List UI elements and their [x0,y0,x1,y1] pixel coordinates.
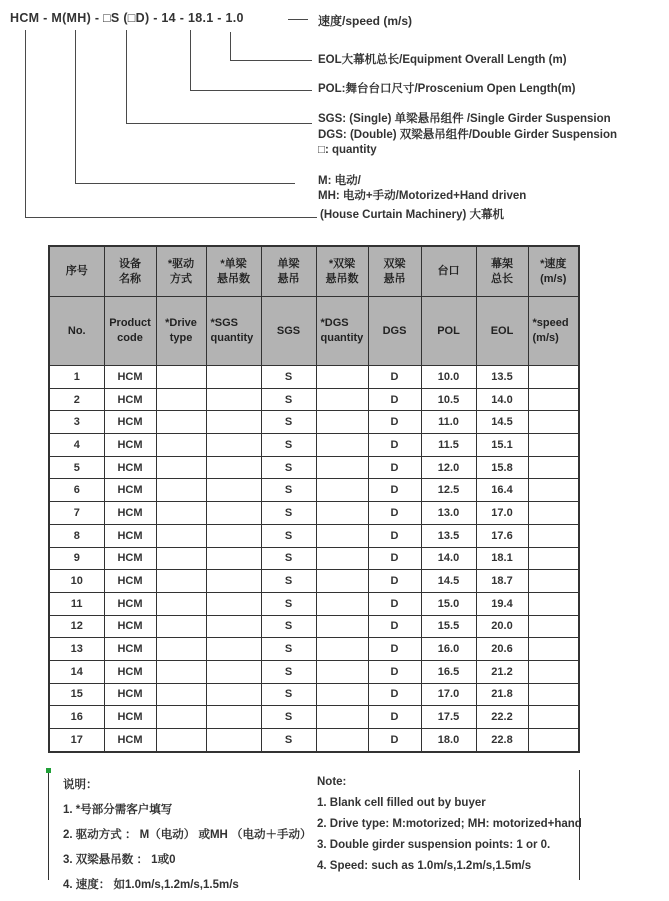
table-cell: S [261,411,316,434]
col-header: *Drive type [156,297,206,366]
table-cell: 3 [49,411,104,434]
suspension-callout-vline [126,30,127,123]
table-cell [316,388,368,411]
table-cell [316,524,368,547]
table-cell: S [261,592,316,615]
table-cell [316,706,368,729]
notes-chinese [63,776,312,901]
table-cell: 6 [49,479,104,502]
note-line: 4. 速度： 如1.0m/s,1.2m/s,1.5m/s [63,879,239,891]
table-cell [316,638,368,661]
table-cell: 18.1 [476,547,528,570]
table-cell: 15.5 [421,615,476,638]
table-cell: 16.5 [421,660,476,683]
col-header: 台口 [421,246,476,297]
table-cell: D [368,434,421,457]
table-cell: HCM [104,366,156,389]
table-cell: 13 [49,638,104,661]
table-cell: D [368,615,421,638]
col-header: 设备 名称 [104,246,156,297]
table-row [49,660,579,683]
table-cell: 13.5 [421,524,476,547]
col-header: *单梁 悬吊数 [206,246,261,297]
table-row [49,706,579,729]
col-header: Product code [104,297,156,366]
table-cell: 11.5 [421,434,476,457]
table-cell: D [368,366,421,389]
table-cell [528,570,579,593]
table-cell: 17 [49,729,104,752]
table-cell: 17.0 [476,502,528,525]
table-cell: 11.0 [421,411,476,434]
table-cell: HCM [104,524,156,547]
table-row [49,615,579,638]
note-line: 1. *号部分需客户填写 [63,804,173,816]
table-cell: HCM [104,729,156,752]
table-cell: S [261,660,316,683]
table-cell: 22.2 [476,706,528,729]
table-cell: S [261,366,316,389]
table-cell: 10.5 [421,388,476,411]
table-cell: 11 [49,592,104,615]
table-cell: 15.0 [421,592,476,615]
table-cell: 12.0 [421,456,476,479]
table-cell: HCM [104,570,156,593]
table-cell [528,729,579,752]
table-cell: HCM [104,547,156,570]
table-cell [528,706,579,729]
notes-box [48,770,582,891]
table-cell: 17.0 [421,683,476,706]
table-cell: HCM [104,456,156,479]
table-cell: D [368,502,421,525]
table-cell [206,547,261,570]
table-cell: D [368,638,421,661]
table-cell: S [261,706,316,729]
table-cell [206,479,261,502]
table-row [49,592,579,615]
table-cell [206,615,261,638]
table-cell: S [261,729,316,752]
table-cell: HCM [104,502,156,525]
table-cell [206,456,261,479]
table-cell [528,366,579,389]
table-cell: HCM [104,411,156,434]
col-header: *双梁 悬吊数 [316,246,368,297]
table-cell [156,479,206,502]
table-cell: 7 [49,502,104,525]
table-cell: 9 [49,547,104,570]
table-cell: 4 [49,434,104,457]
note-line: 2. Drive type: M:motorized; MH: motorized+hand [317,818,582,830]
table-cell [206,660,261,683]
col-header: *驱动 方式 [156,246,206,297]
table-cell: 18.0 [421,729,476,752]
table-cell: 12.5 [421,479,476,502]
table-row [49,729,579,752]
table-cell [156,366,206,389]
model-code: HCM - M(MH) - □S (□D) - 14 - 18.1 - 1.0 [10,11,244,25]
table-cell: D [368,729,421,752]
table-cell [206,570,261,593]
table-cell [316,434,368,457]
table-cell: 14 [49,660,104,683]
table-cell: S [261,615,316,638]
table-cell [528,683,579,706]
table-cell [528,502,579,525]
table-cell: S [261,524,316,547]
table-cell [156,456,206,479]
house-callout-hline [25,217,317,218]
table-cell: HCM [104,592,156,615]
table-cell [528,592,579,615]
table-cell: 21.2 [476,660,528,683]
table-row [49,479,579,502]
table-cell: S [261,434,316,457]
table-cell: 17.5 [421,706,476,729]
header-row-cn [49,246,579,297]
drive-callout-vline [75,30,76,183]
pol-callout-label: POL:舞台台口尺寸/Proscenium Open Length(m) [318,83,576,95]
notes-cn-list [63,801,312,892]
table-cell [156,615,206,638]
table-cell: D [368,388,421,411]
col-header: 幕架 总长 [476,246,528,297]
table-cell [528,524,579,547]
table-cell [528,615,579,638]
col-header: *SGS quantity [206,297,261,366]
table-row [49,524,579,547]
table-cell [528,388,579,411]
table-cell [206,729,261,752]
table-row [49,366,579,389]
table-cell: HCM [104,388,156,411]
table-cell [316,366,368,389]
table-cell [206,434,261,457]
eol-callout-label: EOL大幕机总长/Equipment Overall Length (m) [318,54,567,66]
table-cell [206,706,261,729]
motorized-line: M: 电动/ [318,175,361,187]
table-cell: 14.5 [476,411,528,434]
motorized-hand-line: MH: 电动+手动/Motorized+Hand driven [318,189,527,202]
table-cell [206,524,261,547]
table-cell: D [368,660,421,683]
table-cell [528,479,579,502]
table-cell: 1 [49,366,104,389]
table-cell: 5 [49,456,104,479]
col-header: POL [421,297,476,366]
table-row [49,570,579,593]
header-row-en [49,297,579,366]
table-cell: 20.6 [476,638,528,661]
note-line: 2. 驱动方式 ： M（电动） 或MH （电动＋手动） [63,829,312,841]
table-cell: HCM [104,615,156,638]
table-cell: D [368,570,421,593]
note-line: 1. Blank cell filled out by buyer [317,797,486,809]
table-cell [156,547,206,570]
table-cell: HCM [104,434,156,457]
table-cell: 19.4 [476,592,528,615]
table-cell [206,683,261,706]
col-header: DGS [368,297,421,366]
speed-callout-line [288,19,308,20]
table-cell [206,388,261,411]
table-cell: HCM [104,479,156,502]
table-row [49,434,579,457]
table-cell: S [261,502,316,525]
table-cell: 14.0 [476,388,528,411]
notes-en-list [317,797,582,872]
table-cell: 21.8 [476,683,528,706]
speed-label: 速度/speed (m/s) [318,14,413,28]
table-cell: 8 [49,524,104,547]
table-row [49,683,579,706]
table-cell [316,456,368,479]
table-cell [206,366,261,389]
table-cell: 16 [49,706,104,729]
drive-callout-label [318,174,526,203]
note-line: 3. 双梁悬吊数 ： 1或0 [63,854,176,866]
table-cell [156,434,206,457]
table-cell [316,479,368,502]
table-cell [316,683,368,706]
table-cell: 14.0 [421,547,476,570]
table-cell [528,547,579,570]
table-cell [156,570,206,593]
table-row [49,502,579,525]
table-cell: HCM [104,683,156,706]
sgs-line: SGS: (Single) 单梁悬吊组件 /Single Girder Suspension [318,113,611,125]
table-cell: D [368,706,421,729]
table-cell [156,411,206,434]
col-header: 序号 [49,246,104,297]
table-cell [528,411,579,434]
table-cell: 10 [49,570,104,593]
table-cell: 13.5 [476,366,528,389]
table-cell: D [368,683,421,706]
notes-en-title: Note: [317,776,347,788]
table-cell: 12 [49,615,104,638]
house-callout-vline [25,30,26,217]
col-header: EOL [476,297,528,366]
table-cell: HCM [104,706,156,729]
suspension-callout-hline [126,123,312,124]
table-cell: S [261,683,316,706]
table-cell: S [261,570,316,593]
table-cell [156,660,206,683]
table-cell [316,411,368,434]
table-row [49,456,579,479]
house-callout-label: (House Curtain Machinery) 大幕机 [320,209,505,221]
table-cell [156,683,206,706]
table-cell: HCM [104,638,156,661]
table-cell [156,388,206,411]
table-cell: S [261,388,316,411]
table-cell: 15 [49,683,104,706]
table-cell: 17.6 [476,524,528,547]
spec-table [48,245,580,753]
table-cell: 20.0 [476,615,528,638]
table-cell [528,434,579,457]
notes-cn-title: 说明： [63,779,98,791]
table-cell: 15.1 [476,434,528,457]
table-row [49,638,579,661]
table-cell: D [368,592,421,615]
green-corner-marker [46,768,51,773]
table-cell [316,547,368,570]
drive-callout-hline [75,183,295,184]
col-header: No. [49,297,104,366]
table-cell [206,592,261,615]
table-cell: 16.4 [476,479,528,502]
table-cell [206,502,261,525]
table-cell: 15.8 [476,456,528,479]
table-cell: 14.5 [421,570,476,593]
table-cell [156,706,206,729]
dgs-line: DGS: (Double) 双梁悬吊组件/Double Girder Suspension [318,128,618,141]
table-cell [206,638,261,661]
table-cell [156,638,206,661]
table-cell: 13.0 [421,502,476,525]
table-cell [156,502,206,525]
note-line: 3. Double girder suspension points: 1 or 0. [317,839,551,851]
table-cell: 16.0 [421,638,476,661]
notes-english [317,776,582,881]
table-cell [316,615,368,638]
table-cell: HCM [104,660,156,683]
table-cell [156,729,206,752]
table-cell [316,570,368,593]
suspension-callout-label [318,112,617,159]
table-cell [528,660,579,683]
table-cell [316,502,368,525]
table-cell: S [261,547,316,570]
table-cell: D [368,547,421,570]
table-cell: S [261,456,316,479]
table-row [49,547,579,570]
quantity-line: □: quantity [318,144,377,156]
table-cell: 22.8 [476,729,528,752]
table-cell: S [261,638,316,661]
col-header: 单梁 悬吊 [261,246,316,297]
table-cell [316,592,368,615]
col-header: *速度 (m/s) [528,246,579,297]
table-cell [206,411,261,434]
table-cell [316,729,368,752]
eol-callout-vline [230,32,231,60]
col-header: *DGS quantity [316,297,368,366]
eol-callout-hline [230,60,312,61]
col-header: SGS [261,297,316,366]
table-cell: S [261,479,316,502]
table-cell: 2 [49,388,104,411]
table-cell: 10.0 [421,366,476,389]
table-cell: D [368,479,421,502]
table-cell [528,456,579,479]
table-cell [316,660,368,683]
table-row [49,388,579,411]
table-cell: D [368,456,421,479]
pol-callout-hline [190,90,312,91]
note-line: 4. Speed: such as 1.0m/s,1.2m/s,1.5m/s [317,860,532,872]
pol-callout-vline [190,30,191,90]
green-corner-rect [46,768,51,773]
table-cell [156,592,206,615]
table-cell [528,638,579,661]
col-header: *speed (m/s) [528,297,579,366]
table-cell: D [368,524,421,547]
table-cell: D [368,411,421,434]
table-cell: 18.7 [476,570,528,593]
col-header: 双梁 悬吊 [368,246,421,297]
table-row [49,411,579,434]
table-cell [156,524,206,547]
